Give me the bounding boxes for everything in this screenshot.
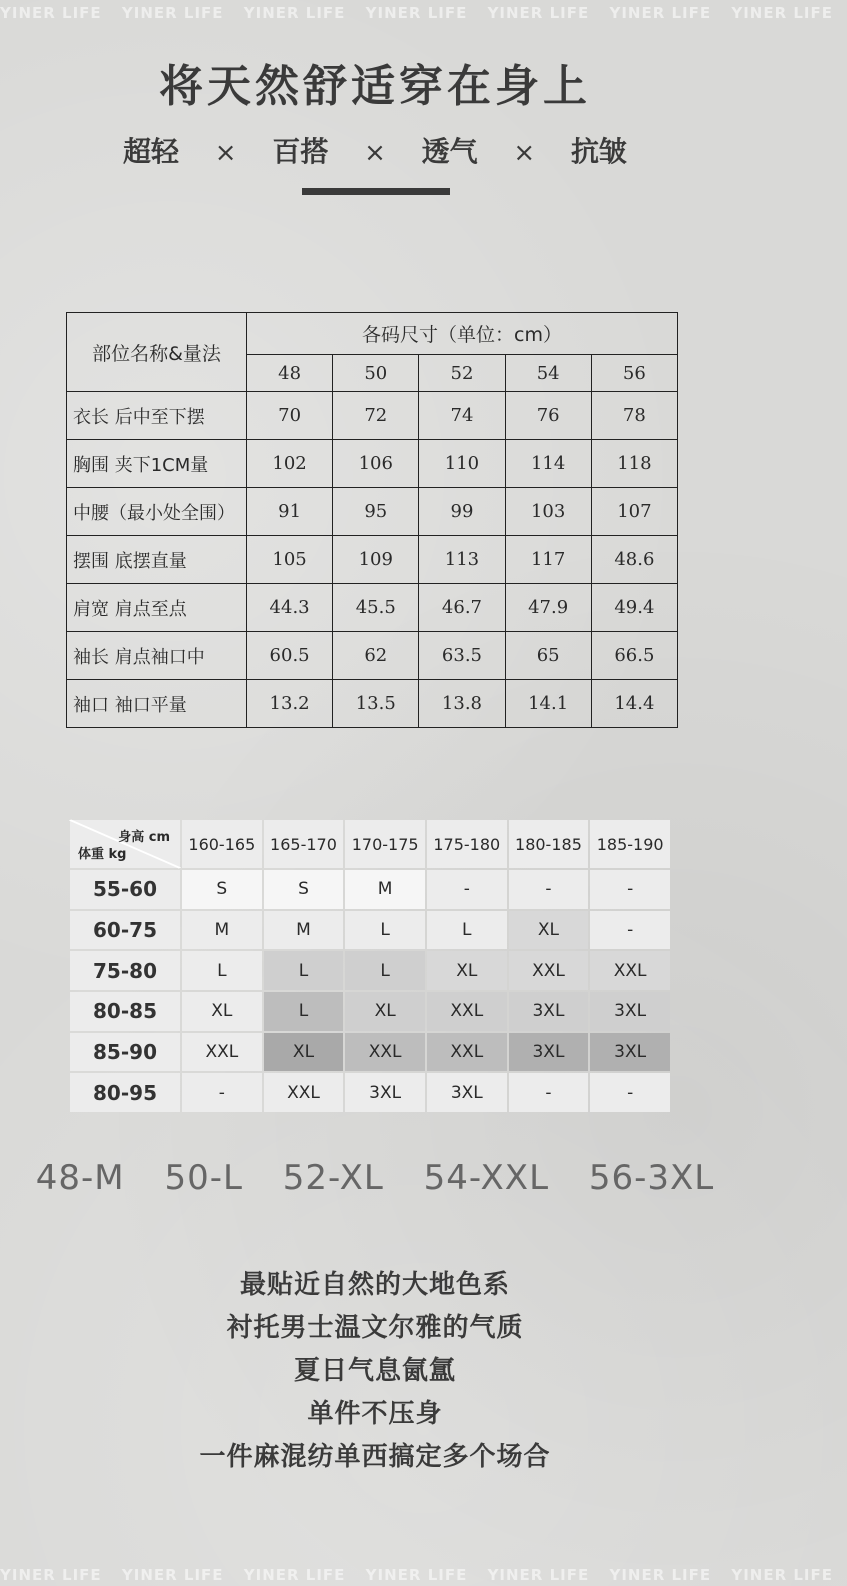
size-mapping: [0, 1158, 750, 1198]
title-underline: [302, 188, 450, 195]
table-cell: 44.3: [247, 584, 333, 632]
table-cell: 70: [247, 392, 333, 440]
size-cell: -: [509, 1073, 589, 1112]
table-cell: 118: [591, 440, 677, 488]
table-row: [70, 951, 670, 990]
size-cell: L: [345, 951, 425, 990]
table-cell: 78: [591, 392, 677, 440]
weight-header: 80-85: [70, 992, 180, 1031]
weight-header: 85-90: [70, 1033, 180, 1072]
size-cell: XL: [427, 951, 507, 990]
table-cell: 49.4: [591, 584, 677, 632]
table-cell: 76: [505, 392, 591, 440]
watermark-text: YINER LIFE: [121, 4, 224, 22]
size-cell: XXL: [427, 992, 507, 1031]
table-row: [70, 992, 670, 1031]
size-cell: L: [264, 951, 344, 990]
feature-item: 透气: [421, 135, 478, 168]
table-row: [67, 680, 678, 728]
table-cell: 107: [591, 488, 677, 536]
size-cell: S: [182, 870, 262, 909]
copy-line: 最贴近自然的大地色系: [239, 1270, 510, 1300]
watermark-text: YINER LIFE: [243, 1566, 346, 1584]
size-cell: 3XL: [509, 1033, 589, 1072]
table-cell: 13.8: [419, 680, 505, 728]
table-row: [67, 584, 678, 632]
weight-header: 60-75: [70, 911, 180, 950]
feature-separator: ×: [364, 138, 386, 168]
size-cell: S: [264, 870, 344, 909]
size-header: 48: [247, 355, 333, 392]
row-label: 衣长 后中至下摆: [67, 392, 247, 440]
watermark-text: YINER LIFE: [0, 4, 102, 22]
table-cell: 113: [419, 536, 505, 584]
copy-line: 单件不压身: [307, 1399, 443, 1429]
table-row: [67, 536, 678, 584]
row-label: 肩宽 肩点至点: [67, 584, 247, 632]
size-cell: -: [427, 870, 507, 909]
table-cell: 114: [505, 440, 591, 488]
table-cell: 60.5: [247, 632, 333, 680]
table-cell: 110: [419, 440, 505, 488]
table-cell: 13.2: [247, 680, 333, 728]
watermark-text: YINER LIFE: [121, 1566, 224, 1584]
size-cell: XXL: [509, 951, 589, 990]
size-cell: 3XL: [509, 992, 589, 1031]
height-header: 165-170: [264, 820, 344, 868]
size-cell: XXL: [427, 1033, 507, 1072]
page-title: 将天然舒适穿在身上: [159, 61, 591, 112]
size-mapping-item: 48-M: [35, 1158, 125, 1198]
table-cell: 14.1: [505, 680, 591, 728]
weight-axis-label: 体重 kg: [78, 847, 127, 862]
size-header: 56: [591, 355, 677, 392]
size-cell: M: [345, 870, 425, 909]
size-recommendation-table: [68, 818, 672, 1114]
size-header: 50: [333, 355, 419, 392]
table-cell: 117: [505, 536, 591, 584]
table-row: [67, 392, 678, 440]
size-cell: XXL: [590, 951, 670, 990]
watermark-text: YINER LIFE: [0, 1566, 102, 1584]
size-cell: L: [345, 911, 425, 950]
table-cell: 102: [247, 440, 333, 488]
watermark-text: YINER LIFE: [609, 4, 712, 22]
watermark-text: YINER LIFE: [365, 4, 468, 22]
size-cell: XXL: [182, 1033, 262, 1072]
table-cell: 14.4: [591, 680, 677, 728]
table-cell: 13.5: [333, 680, 419, 728]
feature-item: 超轻: [123, 135, 180, 168]
watermark-text: YINER LIFE: [487, 4, 590, 22]
size-cell: L: [182, 951, 262, 990]
size-cell: M: [264, 911, 344, 950]
size-table: [66, 312, 678, 728]
size-cell: XL: [509, 911, 589, 950]
size-cell: -: [182, 1073, 262, 1112]
height-header: 180-185: [509, 820, 589, 868]
size-cell: XL: [264, 1033, 344, 1072]
size-mapping-item: 54-XXL: [423, 1158, 550, 1198]
table-cell: 72: [333, 392, 419, 440]
feature-list: [0, 130, 750, 170]
size-table-unit-header: 各码尺寸（单位：cm）: [247, 313, 678, 355]
size-cell: XL: [345, 992, 425, 1031]
table-cell: 106: [333, 440, 419, 488]
watermark-text: YINER LIFE: [243, 4, 346, 22]
size-cell: -: [509, 870, 589, 909]
copy-line: 夏日气息氤氲: [293, 1356, 456, 1386]
table-cell: 62: [333, 632, 419, 680]
size-cell: L: [264, 992, 344, 1031]
height-header: 170-175: [345, 820, 425, 868]
table-cell: 45.5: [333, 584, 419, 632]
table-cell: 103: [505, 488, 591, 536]
feature-item: 百搭: [272, 135, 329, 168]
row-label: 中腰（最小处全围）: [67, 488, 247, 536]
feature-separator: ×: [214, 138, 237, 168]
watermark-text: YINER LIFE: [731, 4, 833, 22]
height-header: 175-180: [427, 820, 507, 868]
watermark-top: [0, 4, 833, 22]
size-cell: XXL: [264, 1073, 344, 1112]
table-cell: 63.5: [419, 632, 505, 680]
height-header: 185-190: [590, 820, 670, 868]
table-cell: 65: [505, 632, 591, 680]
table-corner-header: [70, 820, 180, 868]
table-cell: 66.5: [591, 632, 677, 680]
row-label: 胸围 夹下1CM量: [67, 440, 247, 488]
watermark-text: YINER LIFE: [487, 1566, 590, 1584]
watermark-text: YINER LIFE: [609, 1566, 712, 1584]
copy-line: 衬托男士温文尔雅的气质: [226, 1313, 524, 1343]
table-cell: 46.7: [419, 584, 505, 632]
table-cell: 91: [247, 488, 333, 536]
size-cell: -: [590, 911, 670, 950]
size-table-label-header: 部位名称&量法: [67, 313, 247, 392]
row-label: 袖口 袖口平量: [67, 680, 247, 728]
size-cell: -: [590, 1073, 670, 1112]
size-cell: M: [182, 911, 262, 950]
height-axis-label: 身高 cm: [118, 830, 170, 845]
table-row: [70, 1033, 670, 1072]
size-cell: XL: [182, 992, 262, 1031]
table-cell: 99: [419, 488, 505, 536]
table-row: [70, 1073, 670, 1112]
table-cell: 48.6: [591, 536, 677, 584]
table-row: [70, 870, 670, 909]
copy-line: 一件麻混纺单西搞定多个场合: [199, 1442, 551, 1472]
watermark-bottom: [0, 1566, 833, 1584]
feature-separator: ×: [513, 138, 536, 168]
feature-item: 抗皱: [570, 135, 627, 168]
table-cell: 109: [333, 536, 419, 584]
weight-header: 80-95: [70, 1073, 180, 1112]
size-mapping-item: 50-L: [164, 1158, 243, 1198]
table-cell: 95: [333, 488, 419, 536]
size-cell: 3XL: [427, 1073, 507, 1112]
size-cell: L: [427, 911, 507, 950]
size-cell: 3XL: [590, 1033, 670, 1072]
size-header: 52: [419, 355, 505, 392]
table-row: [70, 911, 670, 950]
size-cell: 3XL: [590, 992, 670, 1031]
weight-header: 75-80: [70, 951, 180, 990]
watermark-text: YINER LIFE: [365, 1566, 468, 1584]
size-cell: -: [590, 870, 670, 909]
row-label: 摆围 底摆直量: [67, 536, 247, 584]
table-row: [67, 632, 678, 680]
table-cell: 105: [247, 536, 333, 584]
size-header: 54: [505, 355, 591, 392]
size-cell: XXL: [345, 1033, 425, 1072]
size-mapping-item: 56-3XL: [588, 1158, 715, 1198]
size-mapping-item: 52-XL: [282, 1158, 384, 1198]
table-row: [67, 488, 678, 536]
watermark-text: YINER LIFE: [731, 1566, 833, 1584]
table-cell: 74: [419, 392, 505, 440]
table-row: [67, 440, 678, 488]
size-cell: 3XL: [345, 1073, 425, 1112]
weight-header: 55-60: [70, 870, 180, 909]
table-cell: 47.9: [505, 584, 591, 632]
height-header: 160-165: [182, 820, 262, 868]
row-label: 袖长 肩点袖口中: [67, 632, 247, 680]
